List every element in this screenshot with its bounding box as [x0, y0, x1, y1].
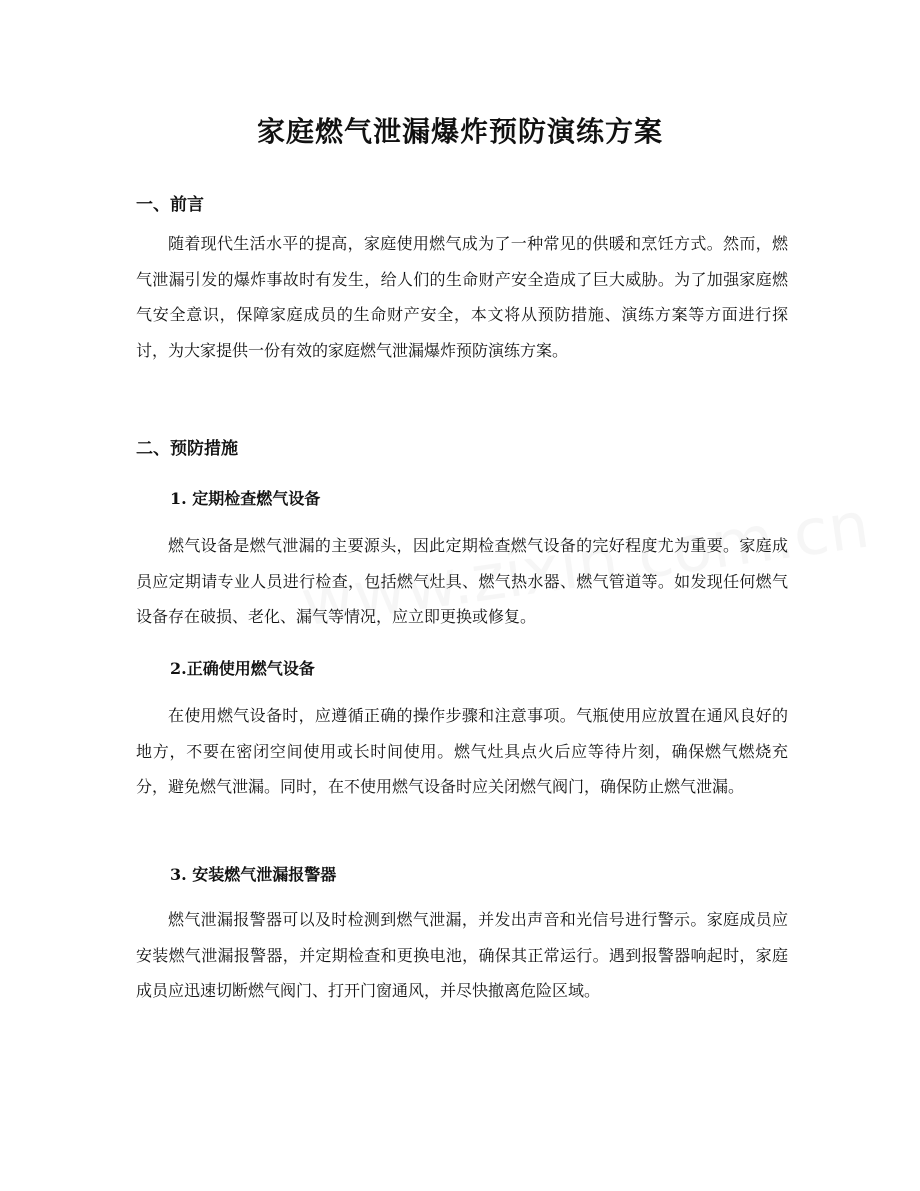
- subheading-install-alarm: 3. 安装燃气泄漏报警器: [170, 865, 337, 884]
- paragraph-correct-use: 在使用燃气设备时，应遵循正确的操作步骤和注意事项。气瓶使用应放置在通风良好的地方，不要在密闭空间使用或长时间使用。燃气灶具点火后应等待片刻，确保燃气燃烧充分，避免燃气泄漏。同时，在不使用燃气设备时应关闭燃气阀门，确保防止燃气泄漏。: [136, 706, 788, 796]
- subheading-check-equipment: 1. 定期检查燃气设备: [170, 489, 321, 508]
- paragraph-install-alarm: 燃气泄漏报警器可以及时检测到燃气泄漏，并发出声音和光信号进行警示。家庭成员应安装燃气泄漏报警器，并定期检查和更换电池，确保其正常运行。遇到报警器响起时，家庭成员应迅速切断燃气阀门、打开门窗通风，并尽快撤离危险区域。: [136, 910, 788, 1000]
- document-title: 家庭燃气泄漏爆炸预防演练方案: [256, 115, 663, 148]
- section-heading-preface: 一、前言: [136, 195, 204, 215]
- section-heading-prevention: 二、预防措施: [136, 439, 238, 459]
- preface-paragraph: 随着现代生活水平的提高，家庭使用燃气成为了一种常见的供暖和烹饪方式。然而，燃气泄漏引发的爆炸事故时有发生，给人们的生命财产安全造成了巨大威胁。为了加强家庭燃气安全意识，保障家庭成员的生命财产安全，本文将从预防措施、演练方案等方面进行探讨，为大家提供一份有效的家庭燃气泄漏爆炸预防演练方案。: [136, 234, 788, 360]
- subheading-correct-use: 2.正确使用燃气设备: [170, 659, 315, 678]
- paragraph-check-equipment: 燃气设备是燃气泄漏的主要源头，因此定期检查燃气设备的完好程度尤为重要。家庭成员应定期请专业人员进行检查，包括燃气灶具、燃气热水器、燃气管道等。如发现任何燃气设备存在破损、老化、漏气等情况，应立即更换或修复。: [136, 536, 788, 626]
